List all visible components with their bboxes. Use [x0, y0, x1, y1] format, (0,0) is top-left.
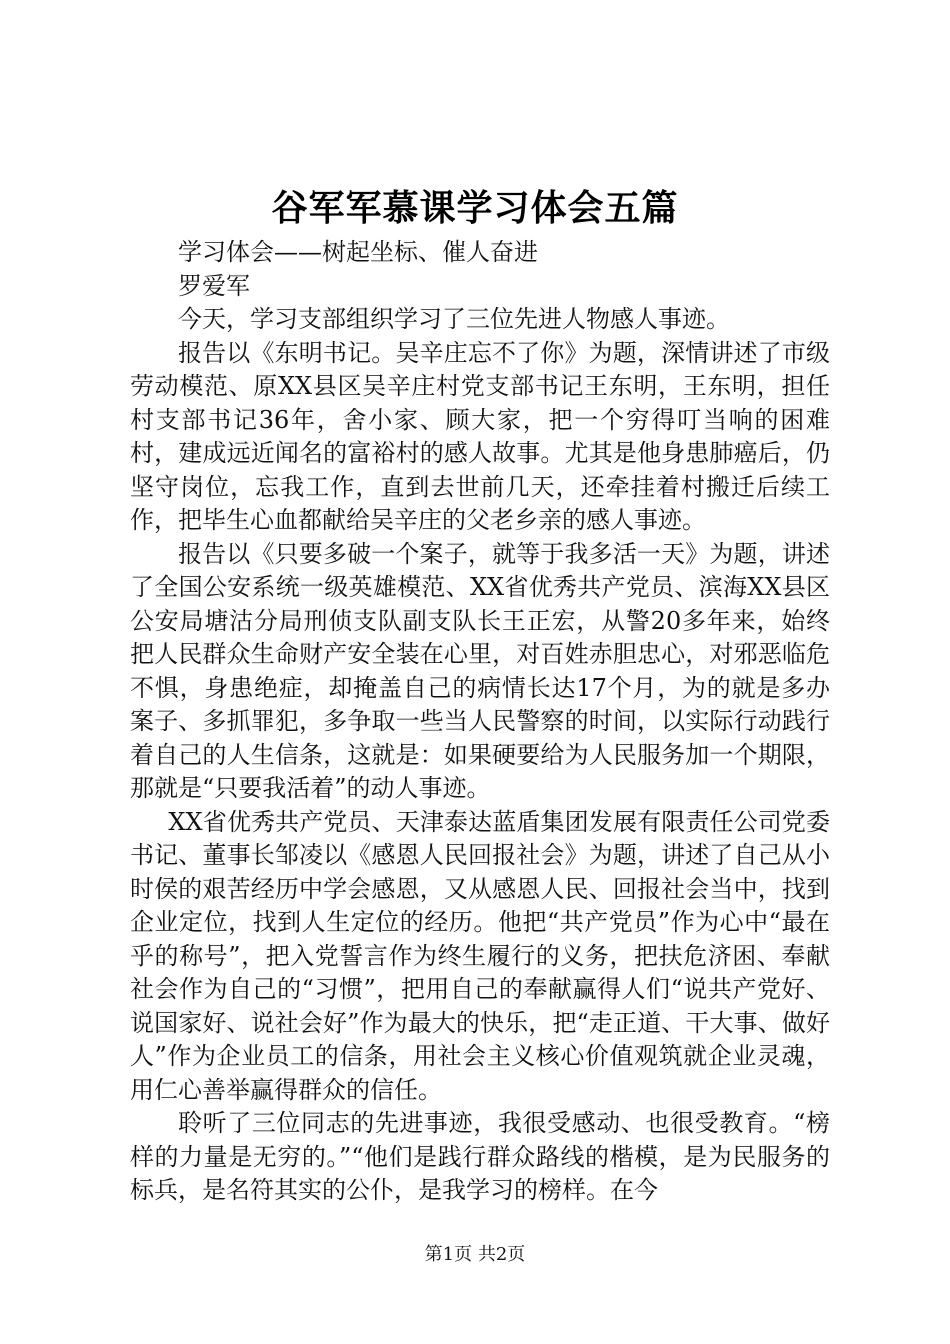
subtitle-paragraph: 学习体会——树起坐标、催人奋进 [178, 238, 538, 266]
page-number-footer: 第1页 共2页 [424, 1244, 526, 1265]
body-paragraph: 报告以《东明书记。吴辛庄忘不了你》为题，深情讲述了市级劳动模范、原XX县区吴辛庄村党支部书记王东明，王东明，担任村支部书记36年，舍小家、顾大家，把一个穷得叮当响的困难村，建成远近闻名的富裕村的感人故事。尤其是他身患肺癌后，仍坚守岗位，忘我工作，直到去世前几天，还牵挂着村搬迁后续工作，把毕生心血都献给吴辛庄的父老乡亲的感人事迹。 [130, 338, 830, 534]
body-paragraph: 报告以《只要多破一个案子，就等于我多活一天》为题，讲述了全国公安系统一级英雄模范、XX省优秀共产党员、滨海XX县区公安局塘沽分局刑侦支队副支队长王正宏，从警20多年来，始终把人民群众生命财产安全装在心里，对百姓赤胆忠心，对邪恶临危不惧，身患绝症，却掩盖自己的病情长达17个月，为的就是多办案子、多抓罪犯，多争取一些当人民警察的时间，以实际行动践行着自己的人生信条，这就是：如果硬要给为人民服务加一个期限，那就是“只要我活着”的动人事迹。 [130, 539, 830, 802]
body-paragraph: 今天，学习支部组织学习了三位先进人物感人事迹。 [178, 305, 730, 333]
document-body [130, 236, 830, 1208]
body-paragraph: 聆听了三位同志的先进事迹，我很受感动、也很受教育。“榜样的力量是无穷的。”“他们是践行群众路线的楷模，是为民服务的标兵，是名符其实的公仆，是我学习的榜样。在今 [130, 1109, 830, 1204]
body-paragraph: XX省优秀共产党员、天津泰达蓝盾集团发展有限责任公司党委书记、董事长邹凌以《感恩人民回报社会》为题，讲述了自己从小时侯的艰苦经历中学会感恩，又从感恩人民、回报社会当中，找到企业定位，找到人生定位的经历。他把“共产党员”作为心中“最在乎的称号”，把入党誓言作为终生履行的义务，把扶危济困、奉献社会作为自己的“习惯”，把用自己的奉献赢得人们“说共产党好、说国家好、说社会好”作为最大的快乐，把“走正道、干大事、做好人”作为企业员工的信条，用社会主义核心价值观筑就企业灵魂，用仁心善举赢得群众的信任。 [130, 807, 830, 1104]
document-title: 谷军军慕课学习体会五篇 [271, 187, 679, 229]
author-paragraph: 罗爱军 [178, 271, 250, 300]
